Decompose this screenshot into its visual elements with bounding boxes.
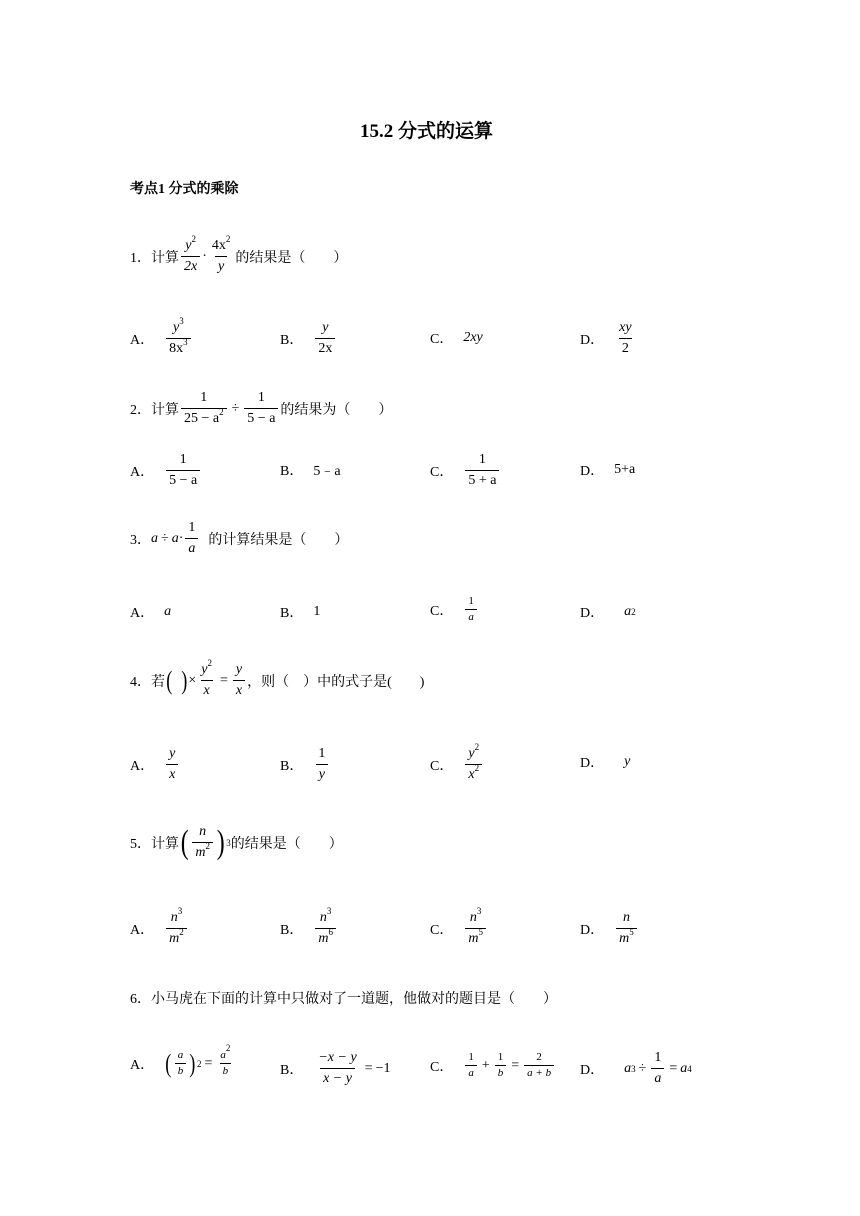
question-text: 的结果是（ ） — [235, 250, 348, 266]
option-d[interactable]: D． xy 2 — [580, 318, 637, 359]
option-a[interactable]: A． ( a b ) 2 = $\frac{a^2}{b}$ — [130, 1043, 231, 1078]
option-b[interactable]: B． 1 — [280, 604, 321, 621]
option-d[interactable]: D． a 2 — [580, 604, 636, 621]
option-d[interactable]: D． n $m^5$ — [580, 908, 639, 949]
option-d[interactable]: D． a 3 ÷ $\frac{1}{a}$ = a 4 — [580, 1048, 692, 1089]
fraction: $\frac{1}{25 - a^2}$ — [181, 388, 227, 429]
option-c[interactable]: C． 1 a — [430, 594, 479, 625]
option-b[interactable]: B． 5﹣a — [280, 464, 341, 479]
question-4: 4． 若 ( ) × $\frac{y^2}{x}$ = $\frac{y}{x}$ ，则（ ）中的式子是( ) — [130, 660, 424, 701]
option-a[interactable]: A． $n^3$ $m^2$ — [130, 908, 189, 949]
fraction: $y^2$ 2x — [181, 236, 200, 277]
question-5: 5． 计算 ( n $m^2$ ) 3 的结果是（ ） — [130, 822, 343, 863]
question-1: 1． 计算 $y^2$ 2x · $4x^2$ y 的结果是（ ） — [130, 236, 347, 277]
fraction: $4x^2$ y — [209, 236, 234, 277]
option-b[interactable]: B． $n^3$ $m^6$ — [280, 908, 338, 949]
fraction: $y^3$ $8x^3$ — [166, 318, 191, 359]
option-b[interactable]: B． $\frac{-x - y}{x - y}$ = −1 — [280, 1048, 390, 1089]
option-d[interactable]: D． 5+a — [580, 462, 636, 479]
fraction: y 2x — [315, 318, 335, 359]
question-number: 1． — [130, 250, 151, 266]
option-c[interactable]: C． 1 a + $\frac{1}{b}$ = $\frac{2}{a + b}$ — [430, 1050, 556, 1081]
fraction: $\frac{1}{5 - a}$ — [244, 388, 278, 429]
question-6: 6． 小马虎在下面的计算中只做对了一道题，他做对的题目是（ ） — [130, 992, 557, 1007]
option-c[interactable]: C． 1 5 + a — [430, 450, 501, 491]
option-a[interactable]: A． a — [130, 604, 172, 621]
option-b[interactable]: B． y 2x — [280, 318, 337, 359]
fraction: xy 2 — [616, 318, 634, 359]
section-heading: 考点1 分式的乘除 — [130, 182, 239, 197]
option-c[interactable]: C． $y^2$ $x^2$ — [430, 744, 484, 785]
option-a[interactable]: A． y x — [130, 744, 180, 785]
option-d[interactable]: D． y — [580, 754, 631, 771]
question-text: 计算 — [151, 250, 179, 266]
option-b[interactable]: B． 1 y — [280, 744, 330, 785]
option-c[interactable]: C． $n^3$ $m^5$ — [430, 908, 488, 949]
page-title: 15.2 分式的运算 — [360, 121, 494, 142]
question-3: 3． a ÷ a · 1 a 的计算结果是（ ） — [130, 518, 348, 559]
option-c[interactable]: C． 2xy — [430, 330, 483, 347]
question-2: 2． 计算 $\frac{1}{25 - a^2}$ ÷ $\frac{1}{5 - a}$ 的结果为（ ） — [130, 388, 392, 429]
option-a[interactable]: A． 1 5 − a — [130, 450, 202, 491]
option-a[interactable]: A． $y^3$ $8x^3$ — [130, 318, 193, 359]
